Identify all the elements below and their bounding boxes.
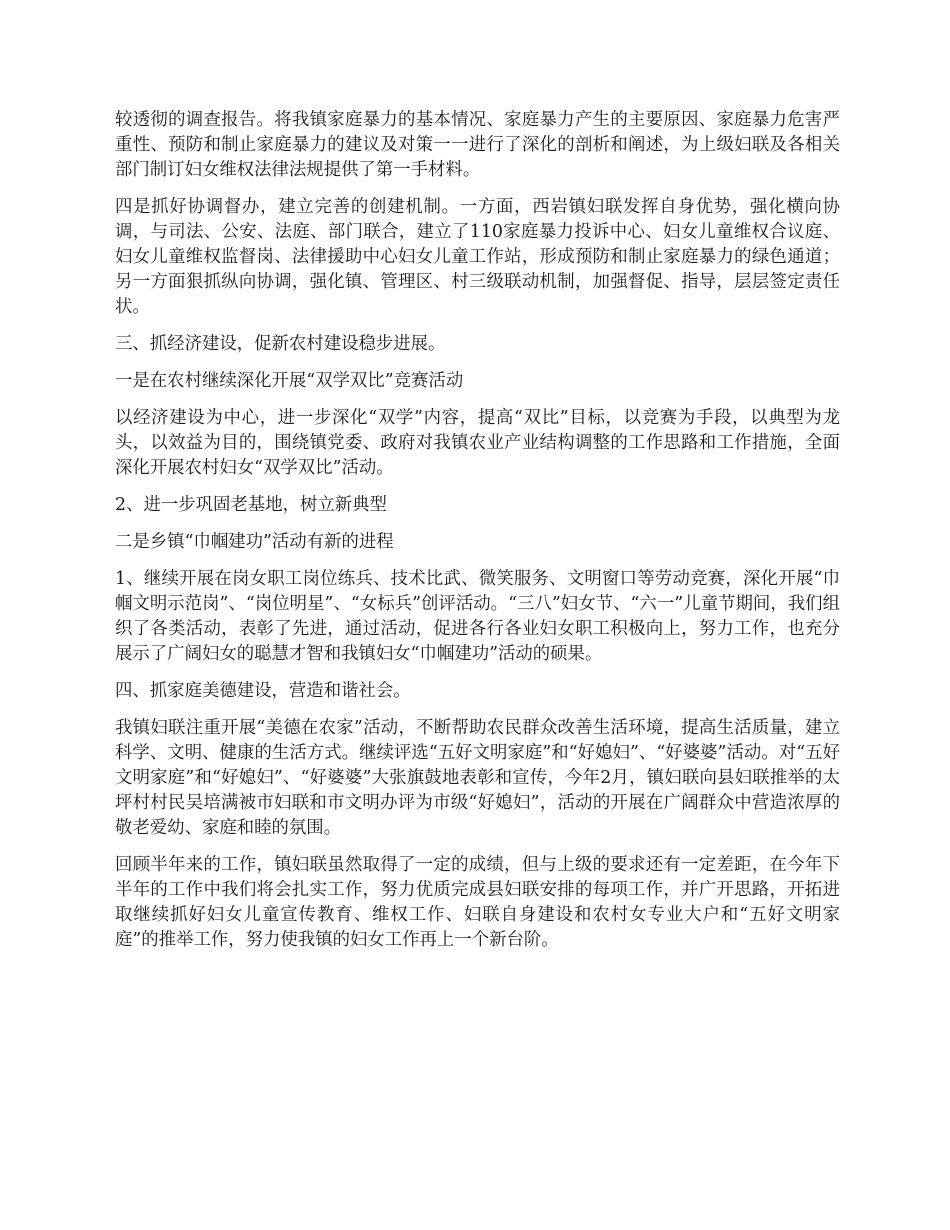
subheading-3: 二是乡镇“巾帼建功”活动有新的进程 — [115, 532, 394, 552]
section-heading-4: 四、抓家庭美德建设，营造和谐社会。 — [115, 681, 411, 701]
paragraph-6: 回顾半年来的工作，镇妇联虽然取得了一定的成绩，但与上级的要求还有一定差距，在今年下半年的工作中我们将会扎实工作，努力优质完成县妇联安排的每项工作，并广开思路，开拓进取继续抓好妇女儿童宣传教育、维权工作、妇联自身建设和农村女专业大户和“五好文明家庭”的推举工作，努力使我镇的妇女工作再上一个新台阶。 — [115, 855, 840, 950]
paragraph-1: 较透彻的调查报告。将我镇家庭暴力的基本情况、家庭暴力产生的主要原因、家庭暴力危害严重性、预防和制止家庭暴力的建议及对策一一进行了深化的剖析和阐述，为上级妇联及各相关部门制订妇女维权法律法规提供了第一手材料。 — [115, 110, 840, 180]
section-heading-3: 三、抓经济建设，促新农村建设稳步进展。 — [115, 334, 446, 354]
subheading-1: 一是在农村继续深化开展“双学双比”竞赛活动 — [115, 371, 464, 391]
paragraph-3: 以经济建设为中心，进一步深化“双学”内容，提高“双比”目标，以竞赛为手段，以典型为龙头，以效益为目的，围绕镇党委、政府对我镇农业产业结构调整的工作思路和工作措施，全面深化开展农村妇女“双学双比”活动。 — [115, 408, 840, 478]
paragraph-2: 四是抓好协调督办，建立完善的创建机制。一方面，西岩镇妇联发挥自身优势，强化横向协调，与司法、公安、法庭、部门联合，建立了110家庭暴力投诉中心、妇女儿童维权合议庭、妇女儿童维权监督岗、法律援助中心妇女儿童工作站，形成预防和制止家庭暴力的绿色通道；另一方面狠抓纵向协调，强化镇、管理区、村三级联动机制，加强督促、指导，层层签定责任状。 — [115, 197, 840, 317]
paragraph-5: 我镇妇联注重开展“美德在农家”活动，不断帮助农民群众改善生活环境，提高生活质量，建立科学、文明、健康的生活方式。继续评选“五好文明家庭”和“好媳妇”、“好婆婆”活动。对“五好文明家庭”和“好媳妇”、“好婆婆”大张旗鼓地表彰和宣传，今年2月，镇妇联向县妇联推举的太坪村村民吴培满被市妇联和市文明办评为市级“好媳妇”，活动的开展在广阔群众中营造浓厚的敬老爱幼、家庭和睦的氛围。 — [115, 718, 840, 838]
subheading-2: 2、进一步巩固老基地，树立新典型 — [115, 495, 387, 515]
paragraph-4: 1、继续开展在岗女职工岗位练兵、技术比武、微笑服务、文明窗口等劳动竞赛，深化开展“巾帼文明示范岗”、“岗位明星”、“女标兵”创评活动。“三八”妇女节、“六一”儿童节期间，我们组织了各类活动，表彰了先进，通过活动，促进各行各业妇女职工积极向上，努力工作，也充分展示了广阔妇女的聪慧才智和我镇妇女“巾帼建功”活动的硕果。 — [115, 569, 840, 664]
document-page — [115, 108, 840, 965]
